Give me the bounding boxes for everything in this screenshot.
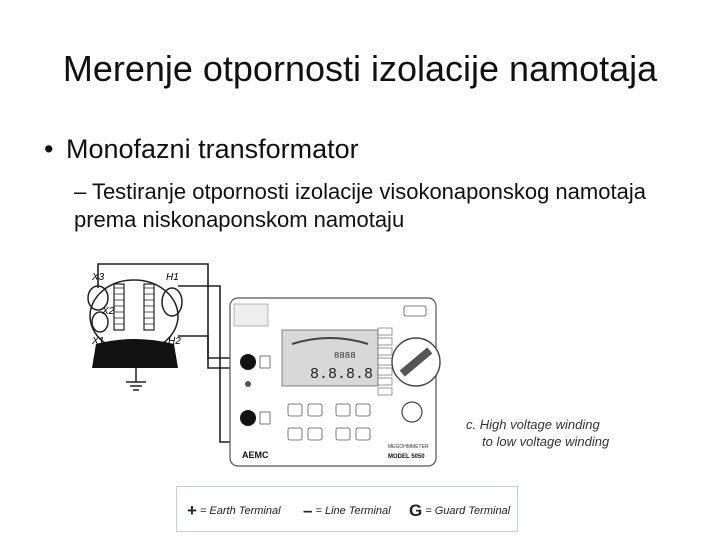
range-selector-labels [378,328,392,395]
lcd-main-digits: 8.8.8.8 [310,366,374,383]
hv-jumper-right [162,288,182,316]
terminal-x1-label: X1 [92,336,105,347]
line-symbol: – [303,501,313,520]
earth-symbol: + [187,501,197,520]
hv-coil-turns [144,288,154,324]
terminal-x3-label: X3 [92,272,105,283]
line-label: = Line Terminal [315,505,391,517]
meter-model-line1: MEGOHMMETER [388,444,429,450]
lead-hv-to-line [178,286,236,442]
sub-bullet-item: – Testiranje otpornosti izolacije visokonaponskog namotaja prema niskonaponskom namotaju [74,179,646,232]
earth-terminal-jack [240,354,256,370]
guard-label: = Guard Terminal [425,505,511,517]
guard-terminal-jack [245,381,251,387]
megohmmeter [230,298,440,466]
terminal-h2-label: H2 [168,336,181,347]
lv-coil-turns [114,288,124,324]
line-terminal-jack [240,410,256,426]
guard-symbol: G [409,501,423,520]
meter-brand: AEMC [242,450,269,460]
terminal-h1-label: H1 [166,272,179,283]
bullet-text: Monofazni transformator [66,134,359,164]
transformer-base [92,339,178,368]
legend-line [303,501,391,521]
legend-earth [187,501,281,521]
bullet-dot: • [44,134,54,164]
megohmmeter-connection-diagram [82,258,462,470]
meter-warning-plate [234,304,268,326]
terminal-x2-label: X2 [102,306,115,317]
caption-line-2: to low voltage winding [482,434,610,449]
legend-guard [409,501,510,521]
lcd-small-digits: 8888 [334,351,356,361]
meter-model-line2: MODEL 5050 [388,454,425,460]
caption-line-1: c. High voltage winding [466,417,600,432]
slide-title: Merenje otpornosti izolacije namotaja [62,48,658,89]
high-voltage-coil [144,284,154,330]
ground-symbol [126,368,146,390]
test-button [402,402,422,422]
terminal-legend [176,486,518,532]
bullet-item [44,134,359,165]
figure-caption [466,416,609,450]
low-voltage-coil [114,284,124,330]
serial-port [404,306,426,316]
earth-label: = Earth Terminal [199,505,281,517]
